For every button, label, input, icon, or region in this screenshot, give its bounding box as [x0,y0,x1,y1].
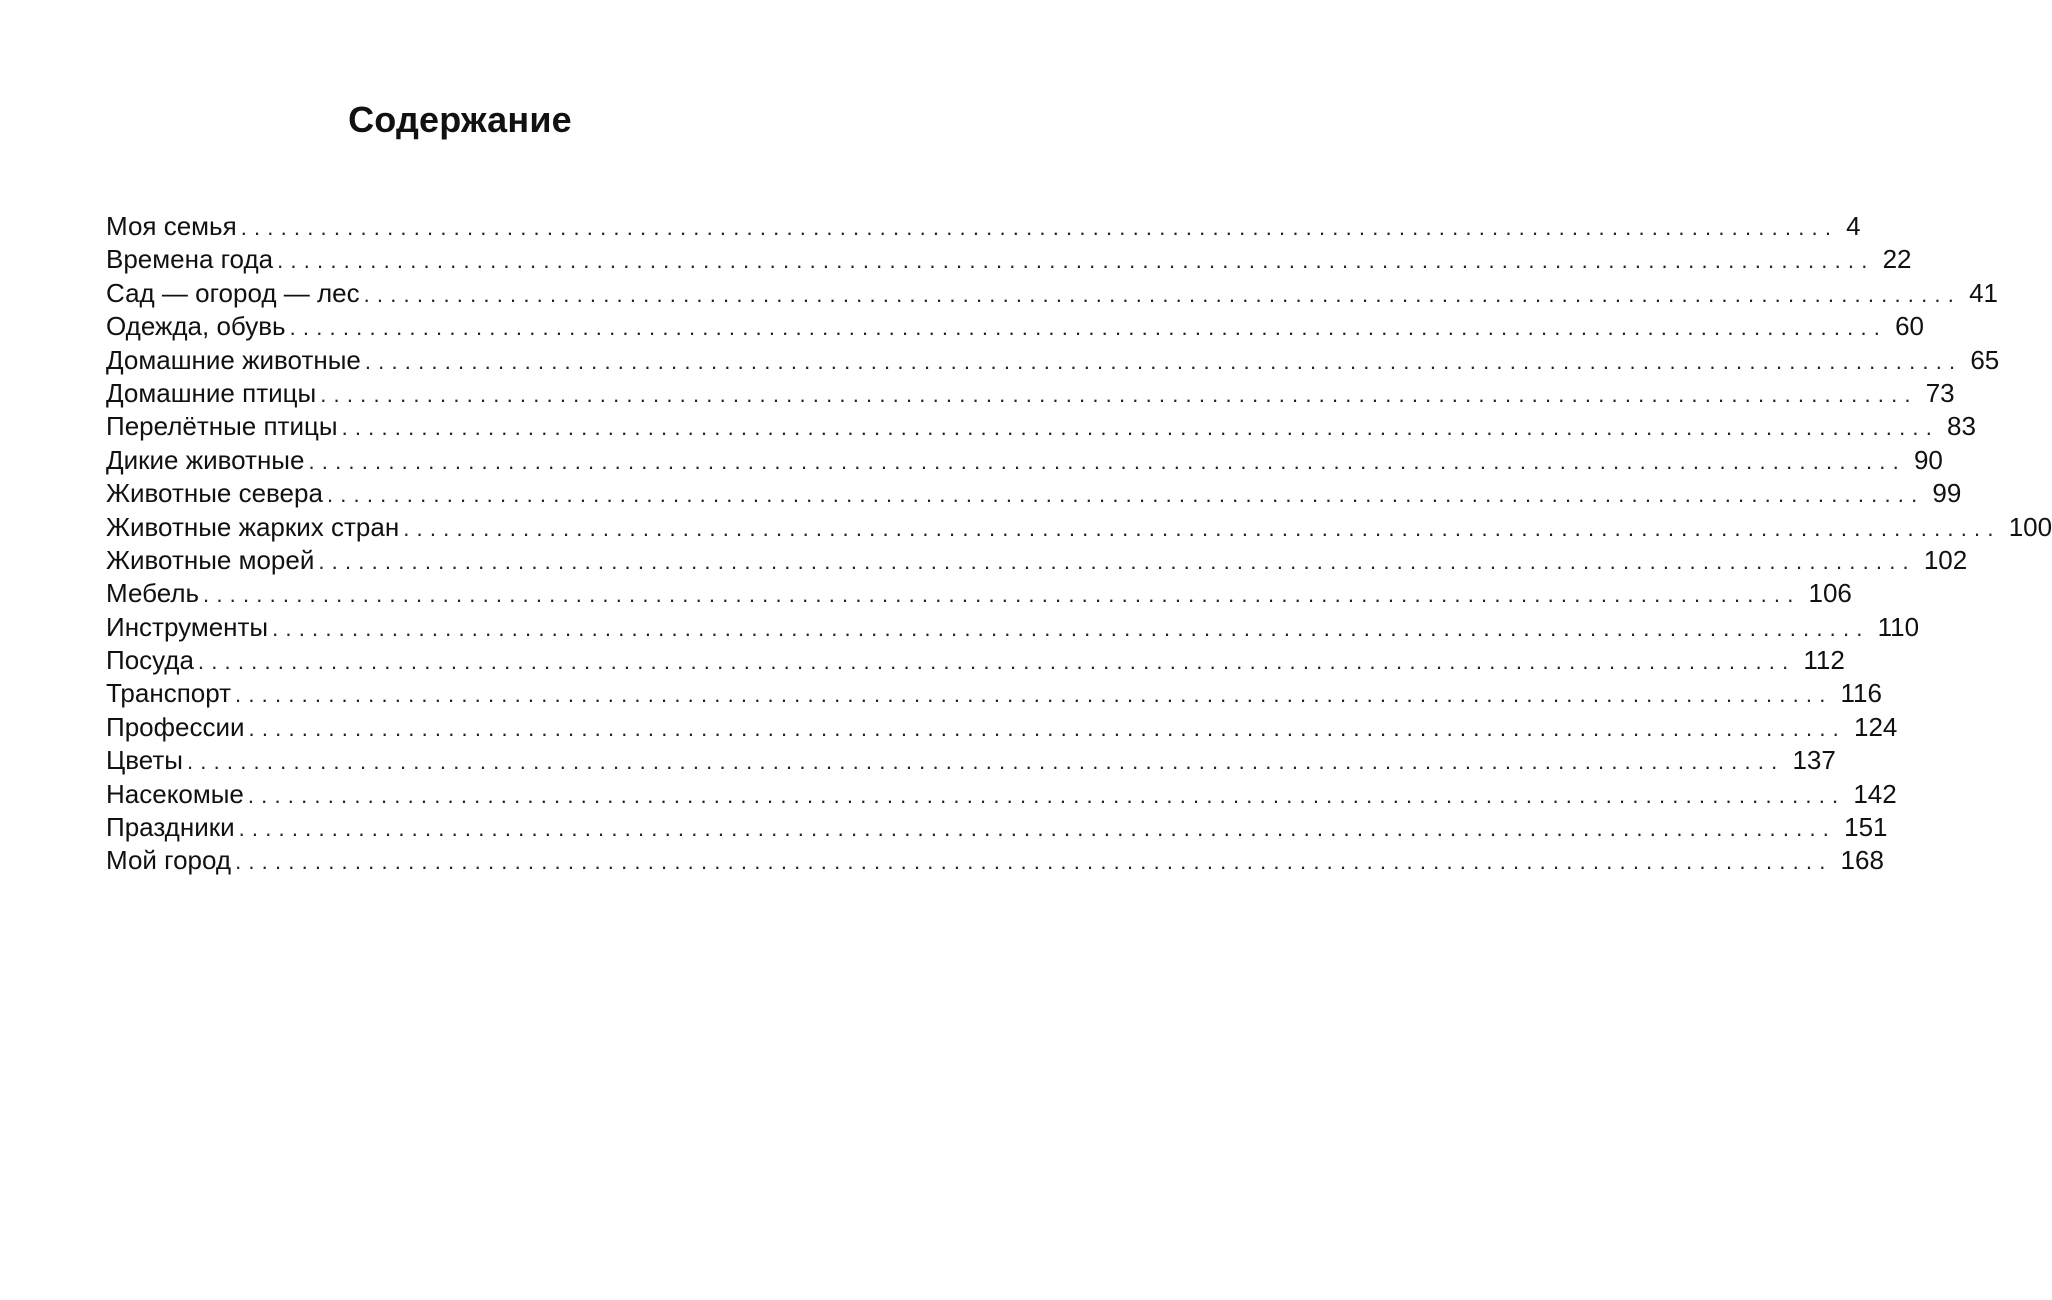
toc-entry-label: Животные морей [106,544,315,575]
toc-entry [106,611,1920,644]
toc-entry-page: 4 [1846,211,1861,241]
toc-entry-page: 124 [1854,711,1898,742]
toc-dot-leader: ........................................................................................................................ [272,615,1870,641]
toc-entry-label: Профессии [106,711,245,742]
toc-dot-leader: ........................................................................................................................ [326,482,1925,508]
toc-entry-page: 137 [1792,745,1836,776]
toc-entry-label: Транспорт [106,678,232,709]
toc-entry [106,444,1943,477]
toc-dot-leader: ........................................................................................................................ [364,348,1963,374]
toc-dot-leader: ........................................................................................................................ [186,749,1785,775]
toc-entry [106,210,1861,243]
toc-entry-page: 106 [1808,578,1852,609]
toc-entry-label: Посуда [106,645,194,676]
toc-entry-label: Животные севера [106,478,323,509]
toc-entry-page: 168 [1840,845,1884,876]
toc-entry-page: 142 [1853,778,1897,809]
toc-entry-label: Насекомые [106,778,244,809]
toc-entry [106,844,1884,877]
toc-entry-label: Домашние птицы [106,377,317,408]
toc-entry-page: 112 [1803,645,1845,676]
toc-dot-leader: ........................................................................................................................ [238,816,1837,842]
toc-entry [106,310,1925,343]
toc-dot-leader: ........................................................................................................................ [363,281,1962,307]
table-of-contents [106,210,2052,878]
toc-entry [106,677,1882,710]
toc-entry-label: Праздники [106,812,235,843]
toc-dot-leader: ........................................................................................................................ [240,215,1839,240]
toc-entry-page: 99 [1932,478,1962,509]
toc-entry [106,410,1976,443]
toc-entry-page: 60 [1895,311,1925,342]
toc-entry-label: Перелётные птицы [106,411,338,442]
toc-dot-leader: ........................................................................................................................ [197,649,1796,675]
toc-entry-label: Одежда, обувь [106,311,286,342]
toc-entry-page: 100 [2008,511,2052,542]
toc-entry [106,243,1912,276]
toc-dot-leader: ........................................................................................................................ [248,715,1846,741]
toc-dot-leader: ........................................................................................................................ [320,381,1918,407]
toc-entry [106,477,1962,510]
toc-dot-leader: ........................................................................................................................ [235,849,1833,875]
toc-entry-label: Инструменты [106,611,269,642]
toc-entry-label: Сад — огород — лес [106,277,360,308]
toc-entry-label: Моя семья [106,211,237,241]
toc-entry-label: Цветы [106,745,183,776]
toc-entry-label: Времена года [106,244,274,275]
toc-entry [106,511,2052,544]
toc-entry [106,577,1852,610]
toc-entry-label: Животные жарких стран [106,511,400,542]
toc-entry-label: Дикие животные [106,444,305,475]
toc-entry-page: 90 [1913,444,1943,475]
toc-entry-label: Мой город [106,845,232,876]
toc-dot-leader: ........................................................................................................................ [247,782,1846,808]
toc-entry-page: 65 [1970,344,2000,375]
toc-entry [106,344,2000,377]
toc-dot-leader: ........................................................................................................................ [277,248,1875,274]
toc-entry [106,277,1998,310]
toc-dot-leader: ........................................................................................................................ [318,548,1916,574]
toc-entry-page: 41 [1969,277,1998,308]
toc-entry-page: 73 [1925,377,1955,408]
toc-dot-leader: ........................................................................................................................ [203,582,1801,608]
toc-dot-leader: ........................................................................................................................ [403,515,2001,541]
toc-entry-page: 151 [1844,812,1888,843]
toc-dot-leader: ........................................................................................................................ [341,415,1940,441]
toc-entry-page: 83 [1947,411,1976,442]
toc-entry-page: 102 [1923,544,1968,575]
toc-entry [106,377,1955,410]
toc-entry [106,811,1888,844]
toc-entry-page: 110 [1877,611,1920,642]
toc-entry [106,544,1968,577]
page-title: Содержание [348,99,572,140]
toc-entry-page: 116 [1840,678,1882,709]
toc-entry [106,644,1845,677]
toc-dot-leader: ........................................................................................................................ [289,315,1888,341]
toc-entry [106,711,1898,744]
toc-entry-label: Домашние животные [106,344,361,375]
toc-entry-page: 22 [1882,244,1912,275]
toc-entry [106,744,1836,777]
toc-dot-leader: ........................................................................................................................ [235,682,1833,708]
toc-dot-leader: ........................................................................................................................ [308,448,1906,474]
toc-entry [106,778,1897,811]
toc-entry-label: Мебель [106,578,200,609]
